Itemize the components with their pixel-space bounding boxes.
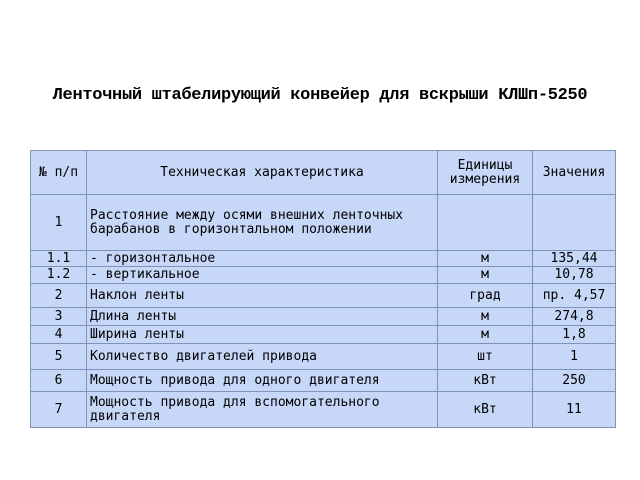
row-text: Наклон ленты xyxy=(87,284,438,308)
row-value: 250 xyxy=(533,370,616,392)
row-num: 2 xyxy=(31,284,87,308)
row-value: 1,8 xyxy=(533,326,616,344)
row-num: 3 xyxy=(31,308,87,326)
row-value: пр. 4,57 xyxy=(533,284,616,308)
row-num: 7 xyxy=(31,392,87,428)
table-row xyxy=(31,326,616,344)
row-unit: м xyxy=(438,326,533,344)
header-row xyxy=(31,151,616,195)
row-value: 135,44 xyxy=(533,251,616,267)
row-text: Расстояние между осями внешних ленточных барабанов в горизонтальном положении xyxy=(87,195,438,251)
row-unit: м xyxy=(438,267,533,284)
table-row xyxy=(31,308,616,326)
row-value: 1 xyxy=(533,344,616,370)
row-num: 5 xyxy=(31,344,87,370)
row-text: Мощность привода для одного двигателя xyxy=(87,370,438,392)
row-value: 274,8 xyxy=(533,308,616,326)
row-num: 4 xyxy=(31,326,87,344)
row-text: - вертикальное xyxy=(87,267,438,284)
row-num: 6 xyxy=(31,370,87,392)
table-row xyxy=(31,284,616,308)
header-num: № п/п xyxy=(31,151,87,195)
header-characteristic: Техническая характеристика xyxy=(87,151,438,195)
spec-table xyxy=(30,150,616,428)
table-row xyxy=(31,370,616,392)
row-text: Длина ленты xyxy=(87,308,438,326)
row-value: 10,78 xyxy=(533,267,616,284)
row-unit: кВт xyxy=(438,370,533,392)
table-row xyxy=(31,392,616,428)
row-text: - горизонтальное xyxy=(87,251,438,267)
header-units: Единицы измерения xyxy=(438,151,533,195)
row-unit: м xyxy=(438,251,533,267)
row-num: 1.2 xyxy=(31,267,87,284)
row-text: Мощность привода для вспомогательного двигателя xyxy=(87,392,438,428)
row-num: 1 xyxy=(31,195,87,251)
row-unit: кВт xyxy=(438,392,533,428)
row-value xyxy=(533,195,616,251)
table-row xyxy=(31,195,616,251)
table-row xyxy=(31,344,616,370)
row-text: Ширина ленты xyxy=(87,326,438,344)
row-unit xyxy=(438,195,533,251)
row-unit: шт xyxy=(438,344,533,370)
row-unit: м xyxy=(438,308,533,326)
page-title: Ленточный штабелирующий конвейер для вскрыши КЛШп-5250 xyxy=(52,86,588,105)
header-values: Значения xyxy=(533,151,616,195)
row-text: Количество двигателей привода xyxy=(87,344,438,370)
table-row xyxy=(31,267,616,284)
row-unit: град xyxy=(438,284,533,308)
row-num: 1.1 xyxy=(31,251,87,267)
row-value: 11 xyxy=(533,392,616,428)
table-row xyxy=(31,251,616,267)
